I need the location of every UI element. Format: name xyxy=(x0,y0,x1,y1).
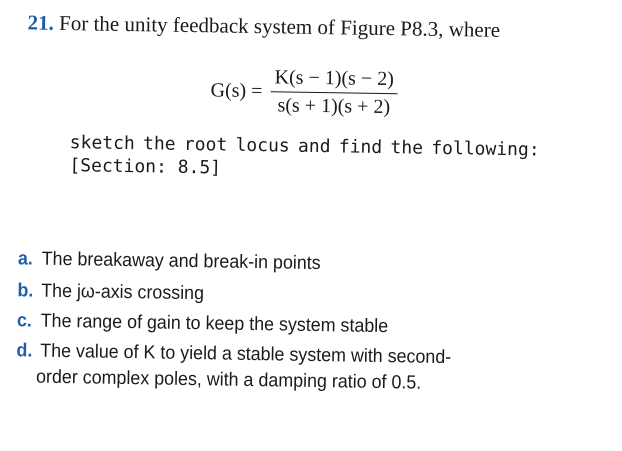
part-a xyxy=(18,248,321,275)
instruction-word: locus xyxy=(235,134,290,157)
equation-denominator: s(s + 1)(s + 2) xyxy=(277,94,391,119)
part-b xyxy=(17,280,204,305)
instruction-word: following: xyxy=(431,137,540,161)
part-text: The range of gain to keep the system stable xyxy=(40,310,389,338)
equation-lhs: G(s) = xyxy=(210,79,263,103)
transfer-function-equation xyxy=(210,65,398,119)
part-text: The breakaway and break-in points xyxy=(41,248,321,275)
part-letter: d. xyxy=(16,340,33,362)
part-d-continuation xyxy=(36,367,421,395)
part-c xyxy=(17,310,389,338)
instruction-word: find xyxy=(338,136,383,159)
instruction-word: the xyxy=(390,137,424,159)
instructions xyxy=(69,131,540,184)
instruction-word: root xyxy=(183,133,228,156)
problem-header xyxy=(27,10,500,42)
instruction-word: sketch xyxy=(69,132,135,155)
instruction-word: the xyxy=(142,133,176,155)
equation-fraction xyxy=(270,66,398,119)
problem-header-text: For the unity feedback system of Figure P8.3, where xyxy=(58,10,501,42)
part-letter: a. xyxy=(17,248,34,270)
problem-number: 21. xyxy=(27,10,55,35)
equation-numerator: K(s − 1)(s − 2) xyxy=(270,66,398,94)
part-text: The value of K to yield a stable system with second- xyxy=(40,340,452,369)
section-reference: [Section: 8.5] xyxy=(69,155,222,179)
part-text: order complex poles, with a damping ratio of 0.5. xyxy=(35,366,422,394)
part-letter: b. xyxy=(17,280,34,302)
part-letter: c. xyxy=(16,310,33,332)
instruction-word: and xyxy=(297,135,331,158)
part-text: The jω-axis crossing xyxy=(41,280,205,305)
part-d xyxy=(16,340,451,369)
